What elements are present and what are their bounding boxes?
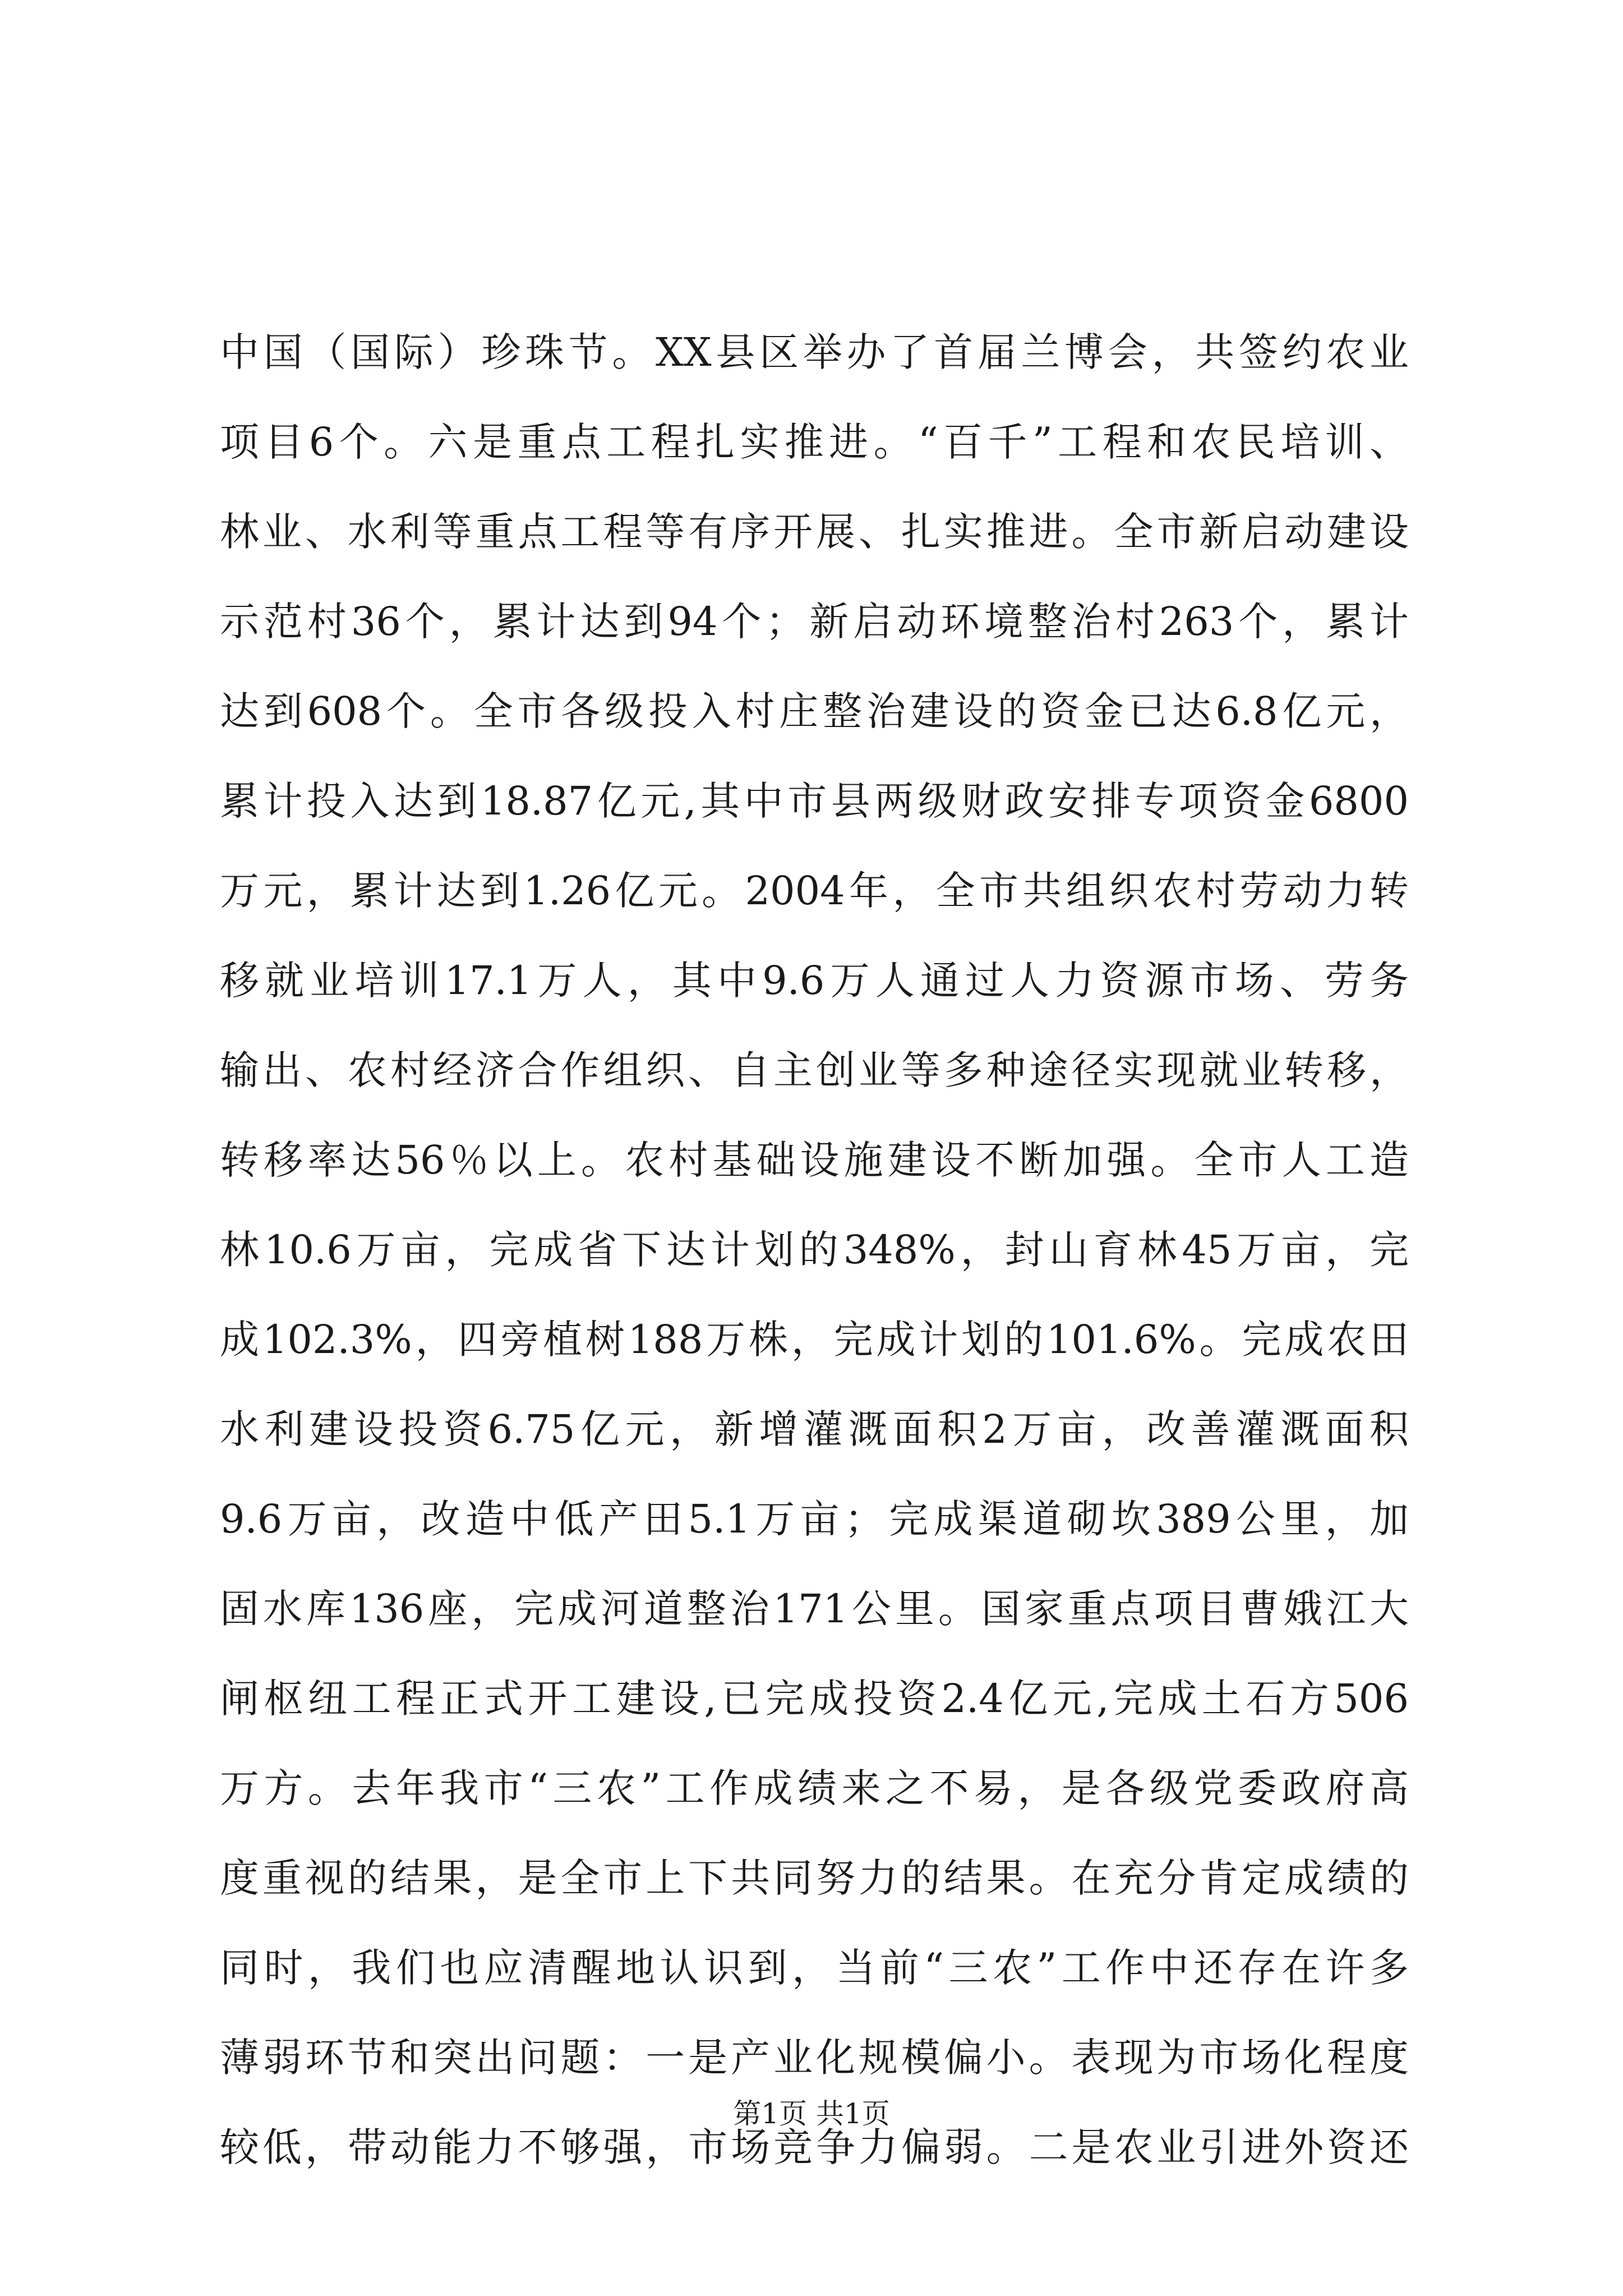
text-line: 固水库136座，完成河道整治171公里。国家重点项目曹娥江大 bbox=[220, 1586, 1409, 1632]
text-line: 闸枢纽工程正式开工建设,已完成投资2.4亿元,完成土石方506 bbox=[220, 1676, 1409, 1722]
text-line: 输出、农村经济合作组织、自主创业等多种途径实现就业转移， bbox=[220, 1047, 1409, 1093]
text-line: 薄弱环节和突出问题：一是产业化规模偏小。表现为市场化程度 bbox=[220, 2035, 1409, 2081]
body-paragraph bbox=[220, 307, 1409, 2192]
text-line: 林业、水利等重点工程等有序开展、扎实推进。全市新启动建设 bbox=[220, 509, 1409, 555]
text-line: 成102.3%，四旁植树188万株，完成计划的101.6%。完成农田 bbox=[220, 1317, 1409, 1363]
text-line: 累计投入达到18.87亿元,其中市县两级财政安排专项资金6800 bbox=[220, 778, 1409, 824]
text-line: 9.6万亩，改造中低产田5.1万亩；完成渠道砌坎389公里，加 bbox=[220, 1496, 1409, 1542]
text-line: 中国（国际）珍珠节。XX县区举办了首届兰博会，共签约农业 bbox=[220, 329, 1409, 375]
text-line: 水利建设投资6.75亿元，新增灌溉面积2万亩，改善灌溉面积 bbox=[220, 1406, 1409, 1452]
text-line: 万方。去年我市“三农”工作成绩来之不易，是各级党委政府高 bbox=[220, 1765, 1409, 1811]
text-line: 转移率达56％以上。农村基础设施建设不断加强。全市人工造 bbox=[220, 1137, 1409, 1183]
text-line: 万元，累计达到1.26亿元。2004年，全市共组织农村劳动力转 bbox=[220, 868, 1409, 914]
text-line: 度重视的结果，是全市上下共同努力的结果。在充分肯定成绩的 bbox=[220, 1855, 1409, 1901]
text-line: 项目6个。六是重点工程扎实推进。“百千”工程和农民培训、 bbox=[220, 419, 1409, 465]
text-line: 移就业培训17.1万人，其中9.6万人通过人力资源市场、劳务 bbox=[220, 958, 1409, 1004]
page-number-footer: 第1页 共1页 bbox=[733, 2097, 890, 2130]
text-line: 同时，我们也应清醒地认识到，当前“三农”工作中还存在许多 bbox=[220, 1945, 1409, 1991]
text-line: 示范村36个，累计达到94个；新启动环境整治村263个，累计 bbox=[220, 599, 1409, 645]
text-line: 较低，带动能力不够强，市场竞争力偏弱。二是农业引进外资还 bbox=[220, 2124, 1409, 2170]
text-line: 林10.6万亩，完成省下达计划的348%，封山育林45万亩，完 bbox=[220, 1227, 1409, 1273]
text-line: 达到608个。全市各级投入村庄整治建设的资金已达6.8亿元， bbox=[220, 688, 1409, 734]
